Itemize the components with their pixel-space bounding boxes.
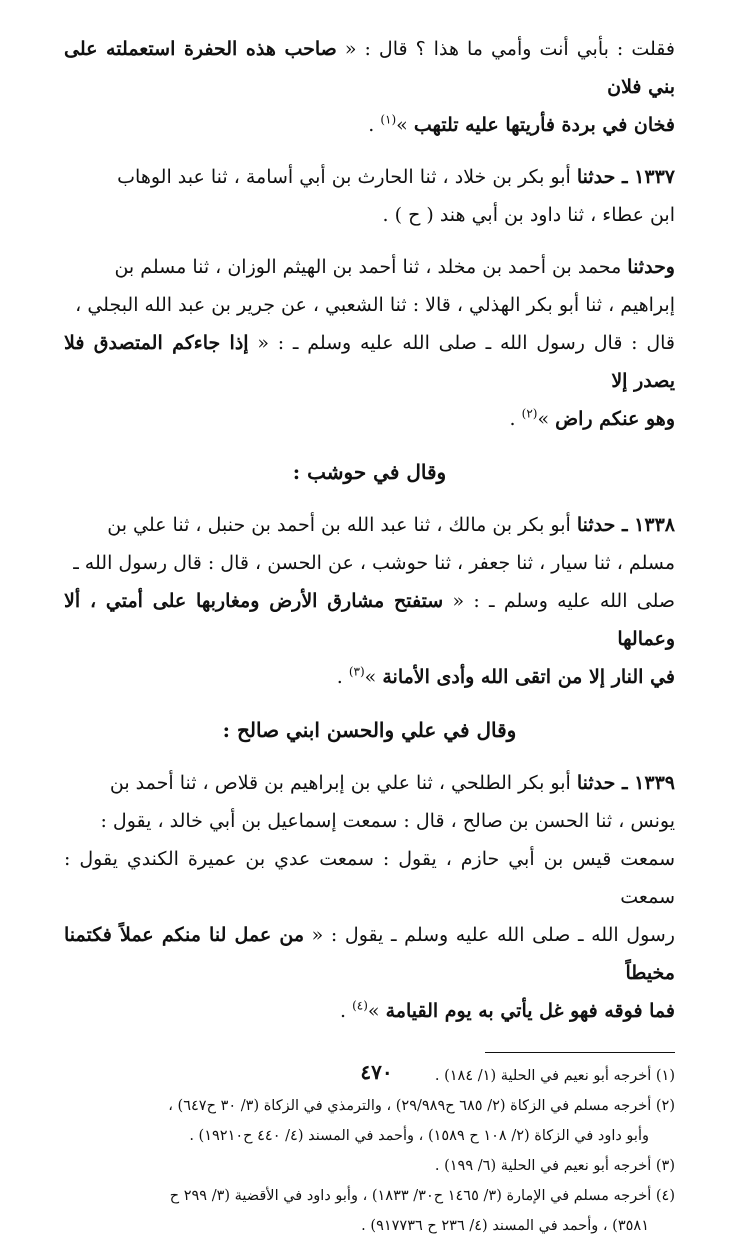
- text-line: [64, 30, 675, 106]
- footnote-marker: (٤): [352, 998, 368, 1013]
- text-line: [64, 802, 675, 840]
- plain-text: »: [396, 114, 414, 136]
- plain-text: .: [339, 1000, 353, 1022]
- hadith-paragraph: [64, 506, 675, 696]
- hadith-paragraph: [64, 248, 675, 438]
- hadith-paragraph: [64, 764, 675, 1030]
- footnote-marker: (٢): [521, 406, 538, 421]
- bold-text: في النار إلا من اتقى الله وأدى الأمانة: [382, 666, 675, 688]
- footnote-separator: [485, 1052, 675, 1053]
- text-line: [64, 248, 675, 286]
- bold-text: وهو عنكم راض: [555, 408, 675, 430]
- plain-text: مسلم ، ثنا سيار ، ثنا جعفر ، ثنا حوشب ، عن الحسن ، قال : قال رسول الله ـ: [73, 552, 675, 574]
- text-line: [64, 324, 675, 400]
- footnote: (١) أخرجه أبو نعيم في الحلية (١/ ١٨٤) .: [434, 1068, 675, 1084]
- text-line: [64, 196, 675, 234]
- plain-text: قال : قال رسول الله ـ صلى الله عليه وسلم ـ : «: [248, 332, 675, 354]
- plain-text: أبو بكر الطلحي ، ثنا علي بن إبراهيم بن قلاص ، ثنا أحمد بن: [109, 772, 577, 794]
- bold-text: من عمل لنا منكم عملاً فكتمنا مخيطاً: [64, 924, 675, 984]
- plain-text: رسول الله ـ صلى الله عليه وسلم ـ يقول : «: [304, 924, 675, 946]
- bold-text: ستفتح مشارق الأرض ومغاربها على أمتي ، ألا وعمالها: [64, 590, 675, 650]
- plain-text: »: [367, 1000, 386, 1022]
- plain-text: .: [509, 408, 522, 430]
- plain-text: .: [368, 114, 381, 136]
- footnote-marker: (٣): [348, 664, 365, 679]
- text-line: [64, 916, 675, 992]
- text-line: [64, 158, 675, 196]
- plain-text: صلى الله عليه وسلم ـ : «: [443, 590, 675, 612]
- bold-text: ١٣٣٨ ـ حدثنا: [576, 514, 675, 536]
- text-line: [64, 582, 675, 658]
- text-line: [64, 764, 675, 802]
- bold-text: صاحب هذه الحفرة استعملته على بني فلان: [64, 38, 675, 98]
- text-line: [64, 544, 675, 582]
- footnotes: [64, 1061, 675, 1241]
- bold-text: ١٣٣٩ ـ حدثنا: [576, 772, 675, 794]
- footnote: (٤) أخرجه مسلم في الإمارة (٣/ ١٤٦٥ ح٣٠/ ١٨٣٣) ، وأبو داود في الأقضية (٣/ ٢٩٩ ح: [169, 1188, 675, 1204]
- page-number: ٤٧٠: [360, 1060, 393, 1084]
- text-line: [64, 506, 675, 544]
- main-text: [64, 30, 675, 1030]
- bold-text: ١٣٣٧ ـ حدثنا: [576, 166, 675, 188]
- text-line: [64, 286, 675, 324]
- hadith-paragraph: [64, 30, 675, 144]
- footnote: وأبو داود في الزكاة (٢/ ١٠٨ ح ١٥٨٩) ، وأحمد في المسند (٤/ ٤٤٠ ح١٩٢١٠) .: [189, 1128, 649, 1144]
- text-line: [64, 658, 675, 696]
- bold-text: إذا جاءكم المتصدق فلا يصدر إلا: [64, 332, 675, 392]
- footnote-marker: (١): [380, 112, 397, 127]
- plain-text: .: [336, 666, 349, 688]
- plain-text: »: [364, 666, 383, 688]
- text-line: [64, 840, 675, 916]
- plain-text: إبراهيم ، ثنا أبو بكر الهذلي ، قالا : ثنا الشعبي ، عن جرير بن عبد الله البجلي ،: [75, 294, 675, 316]
- plain-text: فقلت : بأبي أنت وأمي ما هذا ؟ قال : «: [336, 38, 675, 60]
- text-line: [64, 106, 675, 144]
- bold-text: فما فوقه فهو غل يأتي به يوم القيامة: [385, 1000, 675, 1022]
- hadith-paragraph: [64, 158, 675, 234]
- text-line: [64, 992, 675, 1030]
- bold-text: فخان في بردة فأريتها عليه تلتهب: [413, 114, 675, 136]
- footnote: (٣) أخرجه أبو نعيم في الحلية (٦/ ١٩٩) .: [434, 1158, 675, 1174]
- plain-text: ابن عطاء ، ثنا داود بن أبي هند ( ح ) .: [382, 204, 675, 226]
- section-heading: وقال في حوشب :: [292, 460, 447, 484]
- plain-text: محمد بن أحمد بن مخلد ، ثنا أحمد بن الهيثم الوزان ، ثنا مسلم بن: [114, 256, 628, 278]
- plain-text: أبو بكر بن خلاد ، ثنا الحارث بن أبي أسامة ، ثنا عبد الوهاب: [117, 166, 577, 188]
- plain-text: أبو بكر بن مالك ، ثنا عبد الله بن أحمد بن حنبل ، ثنا علي بن: [107, 514, 577, 536]
- footnote: ٣٥٨١) ، وأحمد في المسند (٤/ ٢٣٦ ح ٩١٧٧٣٦) .: [361, 1218, 649, 1234]
- bold-text: وحدثنا: [627, 256, 675, 278]
- footnote: (٢) أخرجه مسلم في الزكاة (٢/ ٦٨٥ ح٢٩/٩٨٩) ، والترمذي في الزكاة (٣/ ٣٠ ح٦٤٧) ،: [168, 1098, 675, 1114]
- text-line: [64, 400, 675, 438]
- section-heading: وقال في علي والحسن ابني صالح :: [222, 718, 517, 742]
- plain-text: يونس ، ثنا الحسن بن صالح ، قال : سمعت إسماعيل بن أبي خالد ، يقول :: [100, 810, 675, 832]
- plain-text: »: [537, 408, 556, 430]
- plain-text: سمعت قيس بن أبي حازم ، يقول : سمعت عدي بن عميرة الكندي يقول : سمعت: [64, 848, 675, 908]
